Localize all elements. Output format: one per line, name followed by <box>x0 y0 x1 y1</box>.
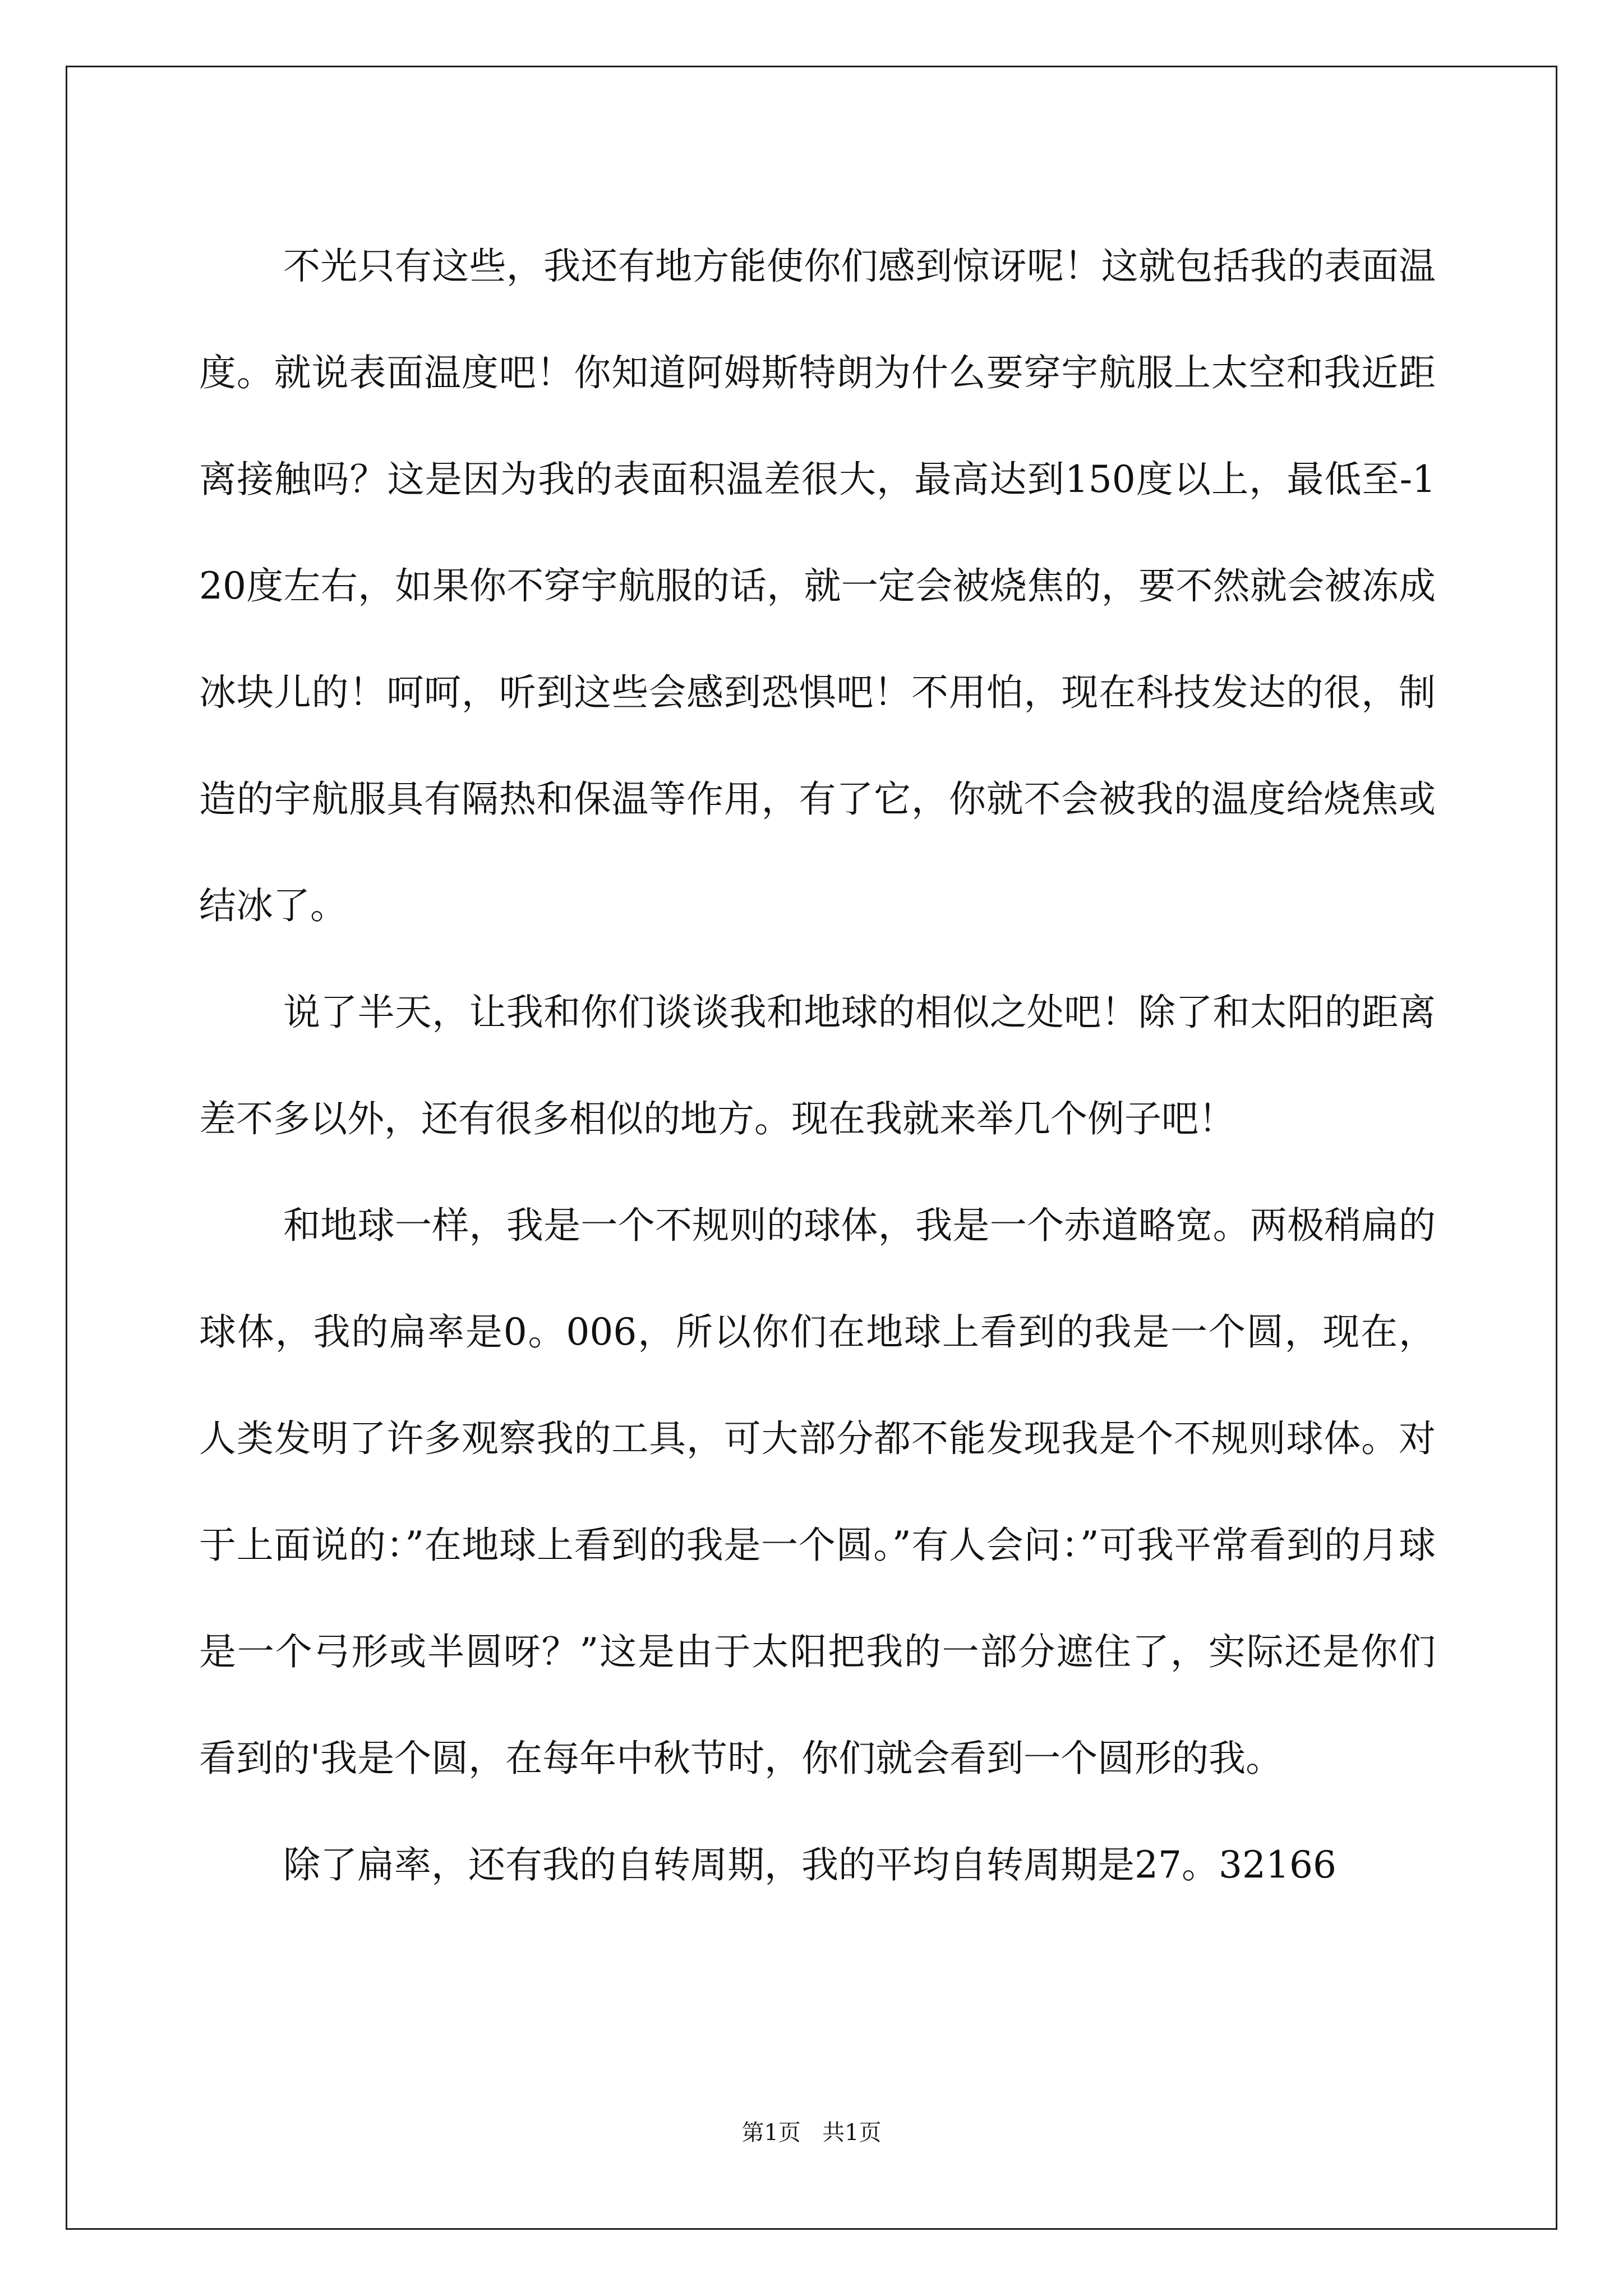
document-body <box>199 213 1436 1918</box>
paragraph-2: 说了半天，让我和你们谈谈我和地球的相似之处吧！除了和太阳的距离差不多以外，还有很多相似的地方。现在我就来举几个例子吧！ <box>199 991 1436 1140</box>
paragraph-1: 不光只有这些，我还有地方能使你们感到惊讶呢！这就包括我的表面温度。就说表面温度吧！你知道阿姆斯特朗为什么要穿宇航服上太空和我近距离接触吗？这是因为我的表面积温差很大，最高达到150度以上，最低至-120度左右，如果你不穿宇航服的话，就一定会被烧焦的，要不然就会被冻成冰块儿的！呵呵，听到这些会感到恐惧吧！不用怕，现在科技发达的很，制造的宇航服具有隔热和保温等作用，有了它，你就不会被我的温度给烧焦或结冰了。 <box>199 245 1436 927</box>
page-number: 第1页 <box>741 2120 801 2146</box>
paragraph-3: 和地球一样，我是一个不规则的球体，我是一个赤道略宽。两极稍扁的球体，我的扁率是0。006，所以你们在地球上看到的我是一个圆，现在，人类发明了许多观察我的工具，可大部分都不能发现我是个不规则球体。对于上面说的：”在地球上看到的我是一个圆。”有人会问：”可我平常看到的月球是一个弓形或半圆呀？”这是由于太阳把我的一部分遮住了，实际还是你们看到的'我是个圆，在每年中秋节时，你们就会看到一个圆形的我。 <box>199 1204 1436 1780</box>
page-total: 共1页 <box>822 2120 882 2146</box>
page-footer <box>0 2115 1623 2147</box>
paragraph-4: 除了扁率，还有我的自转周期，我的平均自转周期是27。32166 <box>283 1843 1336 1887</box>
